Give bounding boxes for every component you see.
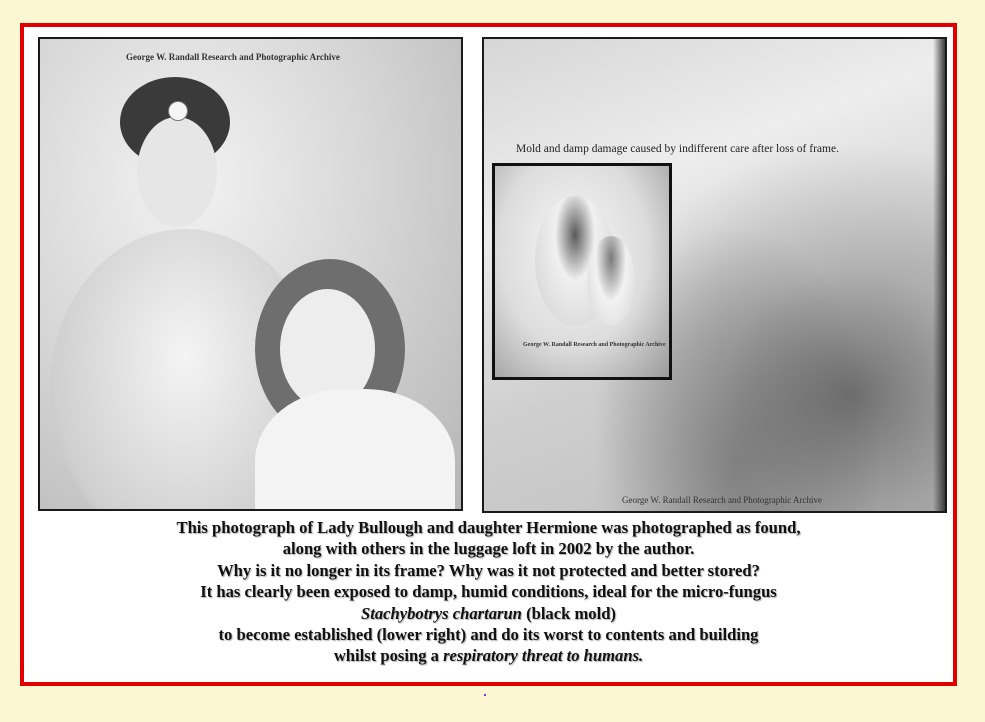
damaged-photo-back	[482, 37, 947, 513]
child-dress	[255, 389, 455, 511]
red-frame	[20, 23, 957, 686]
archive-caption: George W. Randall Research and Photographic Archive	[126, 52, 340, 62]
caption-line-7-start: whilst posing a	[333, 646, 444, 666]
caption-line-3: Why is it no longer in its frame? Why was it not protected and better stored?	[217, 560, 760, 580]
stray-dot	[484, 694, 486, 696]
inset-archive-caption: George W. Randall Research and Photographic Archive	[523, 342, 666, 348]
damage-note: Mold and damp damage caused by indifferent care after loss of frame.	[516, 143, 839, 155]
caption-line-1: This photograph of Lady Bullough and daughter Hermione was photographed as found,	[176, 518, 801, 537]
respiratory-threat-text: respiratory threat to humans.	[443, 646, 644, 666]
species-name: Stachybotrys chartarun	[361, 603, 522, 623]
album-edge-shadow	[933, 39, 945, 511]
caption-line-5	[24, 603, 953, 624]
mother-face	[137, 117, 217, 227]
inset-child	[587, 236, 635, 326]
caption-line-2: along with others in the luggage loft in 2002 by the author.	[282, 539, 695, 559]
photo-caption	[24, 517, 953, 667]
caption-line-6: to become established (lower right) and do its worst to contents and building	[218, 625, 759, 645]
portrait-photo	[38, 37, 463, 511]
inset-photo	[492, 163, 672, 380]
hair-ornament	[168, 101, 188, 121]
bottom-archive-caption: George W. Randall Research and Photographic Archive	[622, 495, 823, 505]
caption-line-4: It has clearly been exposed to damp, humid conditions, ideal for the micro-fungus	[200, 582, 777, 602]
caption-line-5-rest: (black mold)	[521, 603, 616, 623]
caption-line-7	[24, 645, 953, 666]
